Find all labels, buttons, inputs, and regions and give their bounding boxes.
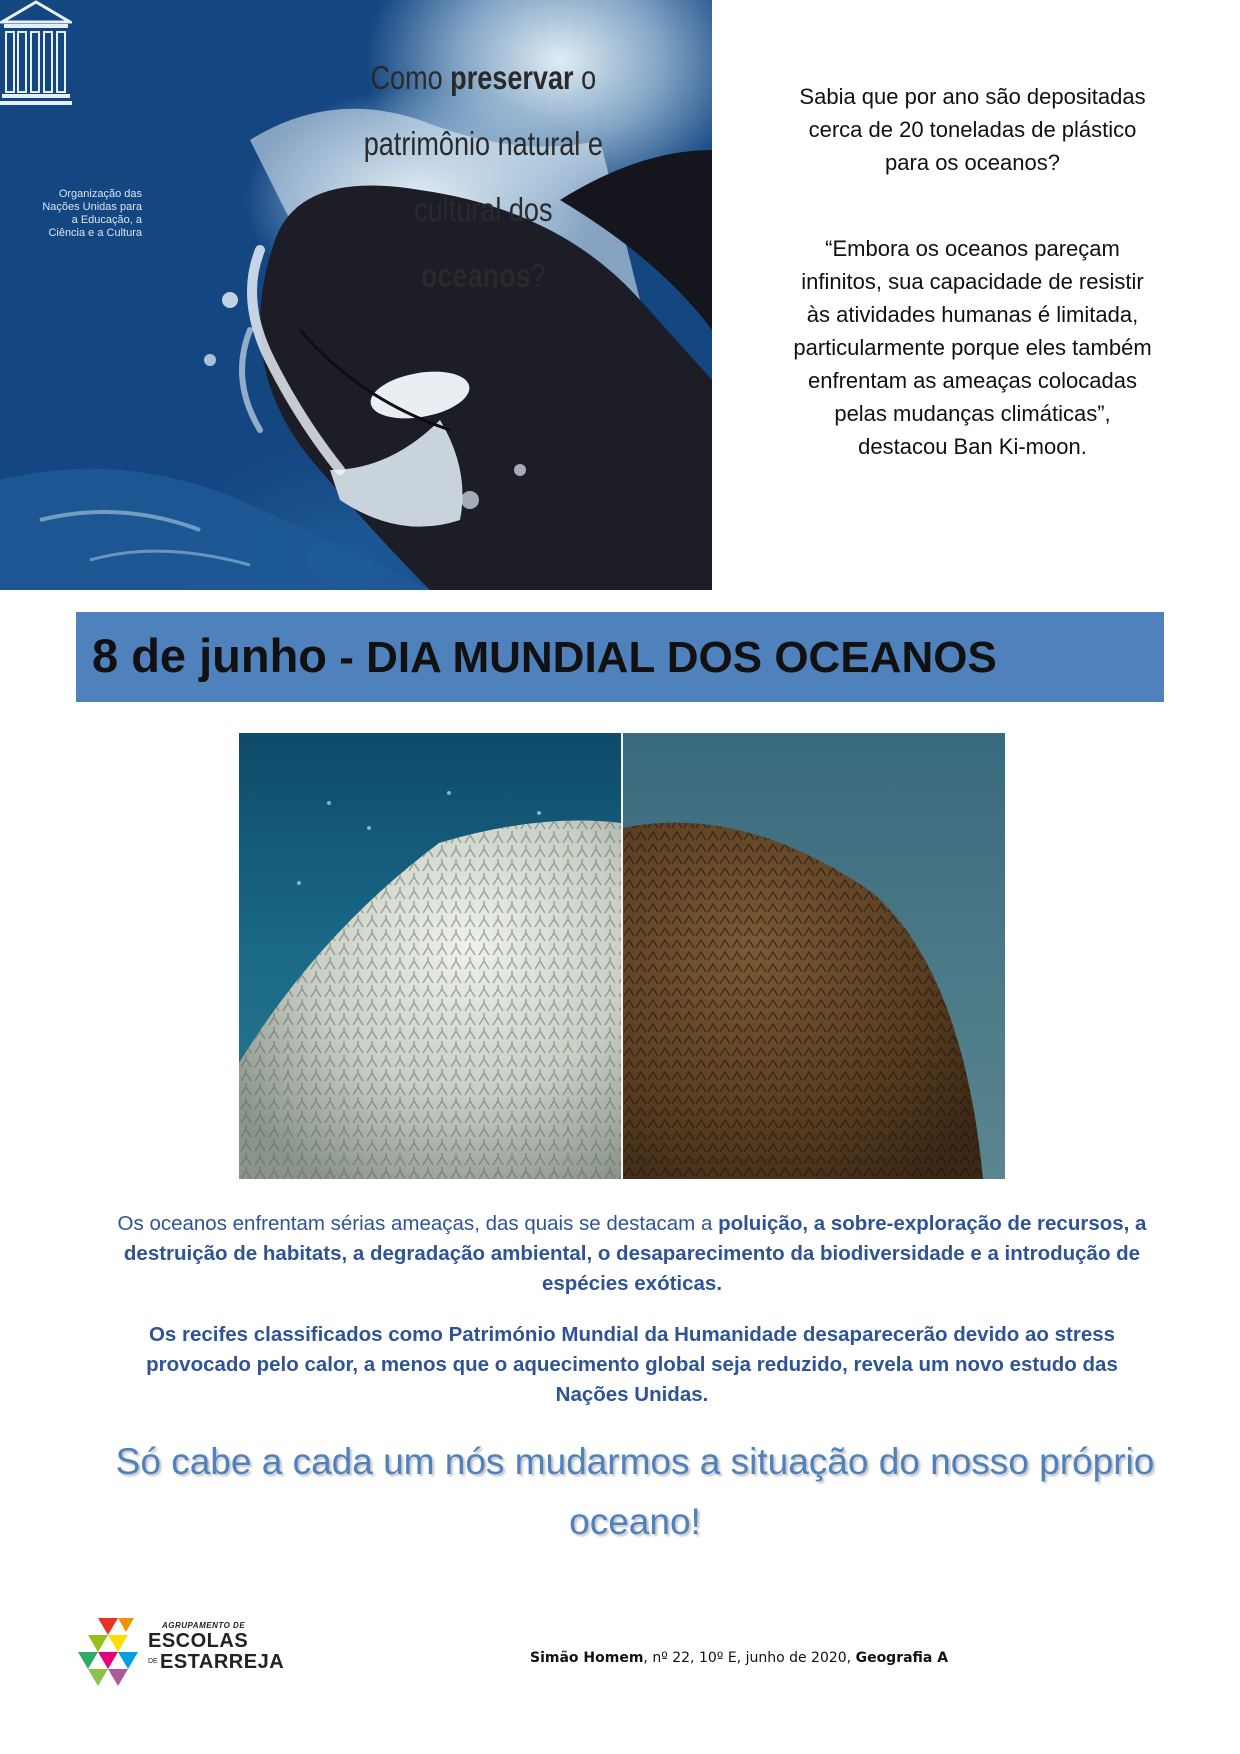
- banner-title: 8 de junho - DIA MUNDIAL DOS OCEANOS: [92, 629, 997, 682]
- ban-ki-moon-quote: “Embora os oceanos pareçam infinitos, sua capacidade de resistir às atividades humanas é limitada, particularmente porque eles também enfrentam as ameaças colocadas pelas mudanças climáticas”, destacou Ban Ki-moon.: [793, 236, 1152, 459]
- banner-event: DIA MUNDIAL DOS OCEANOS: [366, 633, 997, 682]
- closing-message: Só cabe a cada um nós mudarmos a situação do nosso próprio oceano!: [115, 1441, 1155, 1542]
- unesco-tagline: Organização das Nações Unidas para a Educação, a Ciência e a Cultura: [42, 188, 142, 239]
- author-credit: Simão Homem, nº 22, 10º E, junho de 2020, Geografia A: [530, 1650, 949, 1666]
- school-name-de: DE: [148, 1658, 158, 1665]
- bleached-coral-photo: [239, 733, 621, 1179]
- healthy-coral-photo: [623, 733, 1005, 1179]
- unesco-logo-icon: [0, 0, 72, 110]
- banner-date: 8 de junho: [92, 629, 327, 682]
- hero-image: [0, 0, 712, 590]
- school-logo-icon: [78, 1618, 154, 1688]
- school-name-line2: ESTARREJA: [160, 1651, 285, 1673]
- hero-caption-line1: Como preservar o: [370, 59, 597, 96]
- reefs-paragraph: Os recifes classificados como Património Mundial da Humanidade desaparecerão devido ao stress provocado pelo calor, a menos que o aquecimento global seja reduzido, revela um novo estudo das Nações Unidas.: [146, 1323, 1118, 1406]
- school-name-line1: ESCOLAS: [148, 1630, 249, 1652]
- title-banner: [76, 612, 1164, 702]
- threats-paragraph: Os oceanos enfrentam sérias ameaças, das quais se destacam a poluição, a sobre-exploração de recursos, a destruição de habitats, a degradação ambiental, o desaparecimento da biodiversidade e a introdução de espécies exóticas.: [117, 1212, 1147, 1295]
- hero-caption-line3: cultural dos oceanos?: [414, 191, 553, 294]
- hero-caption-line2: patrimônio natural e: [363, 125, 603, 162]
- hero-caption: [348, 45, 619, 309]
- plastic-fact: Sabia que por ano são depositadas cerca de 20 toneladas de plástico para os oceanos?: [799, 84, 1146, 175]
- school-prefix: AGRUPAMENTO DE: [162, 1621, 246, 1630]
